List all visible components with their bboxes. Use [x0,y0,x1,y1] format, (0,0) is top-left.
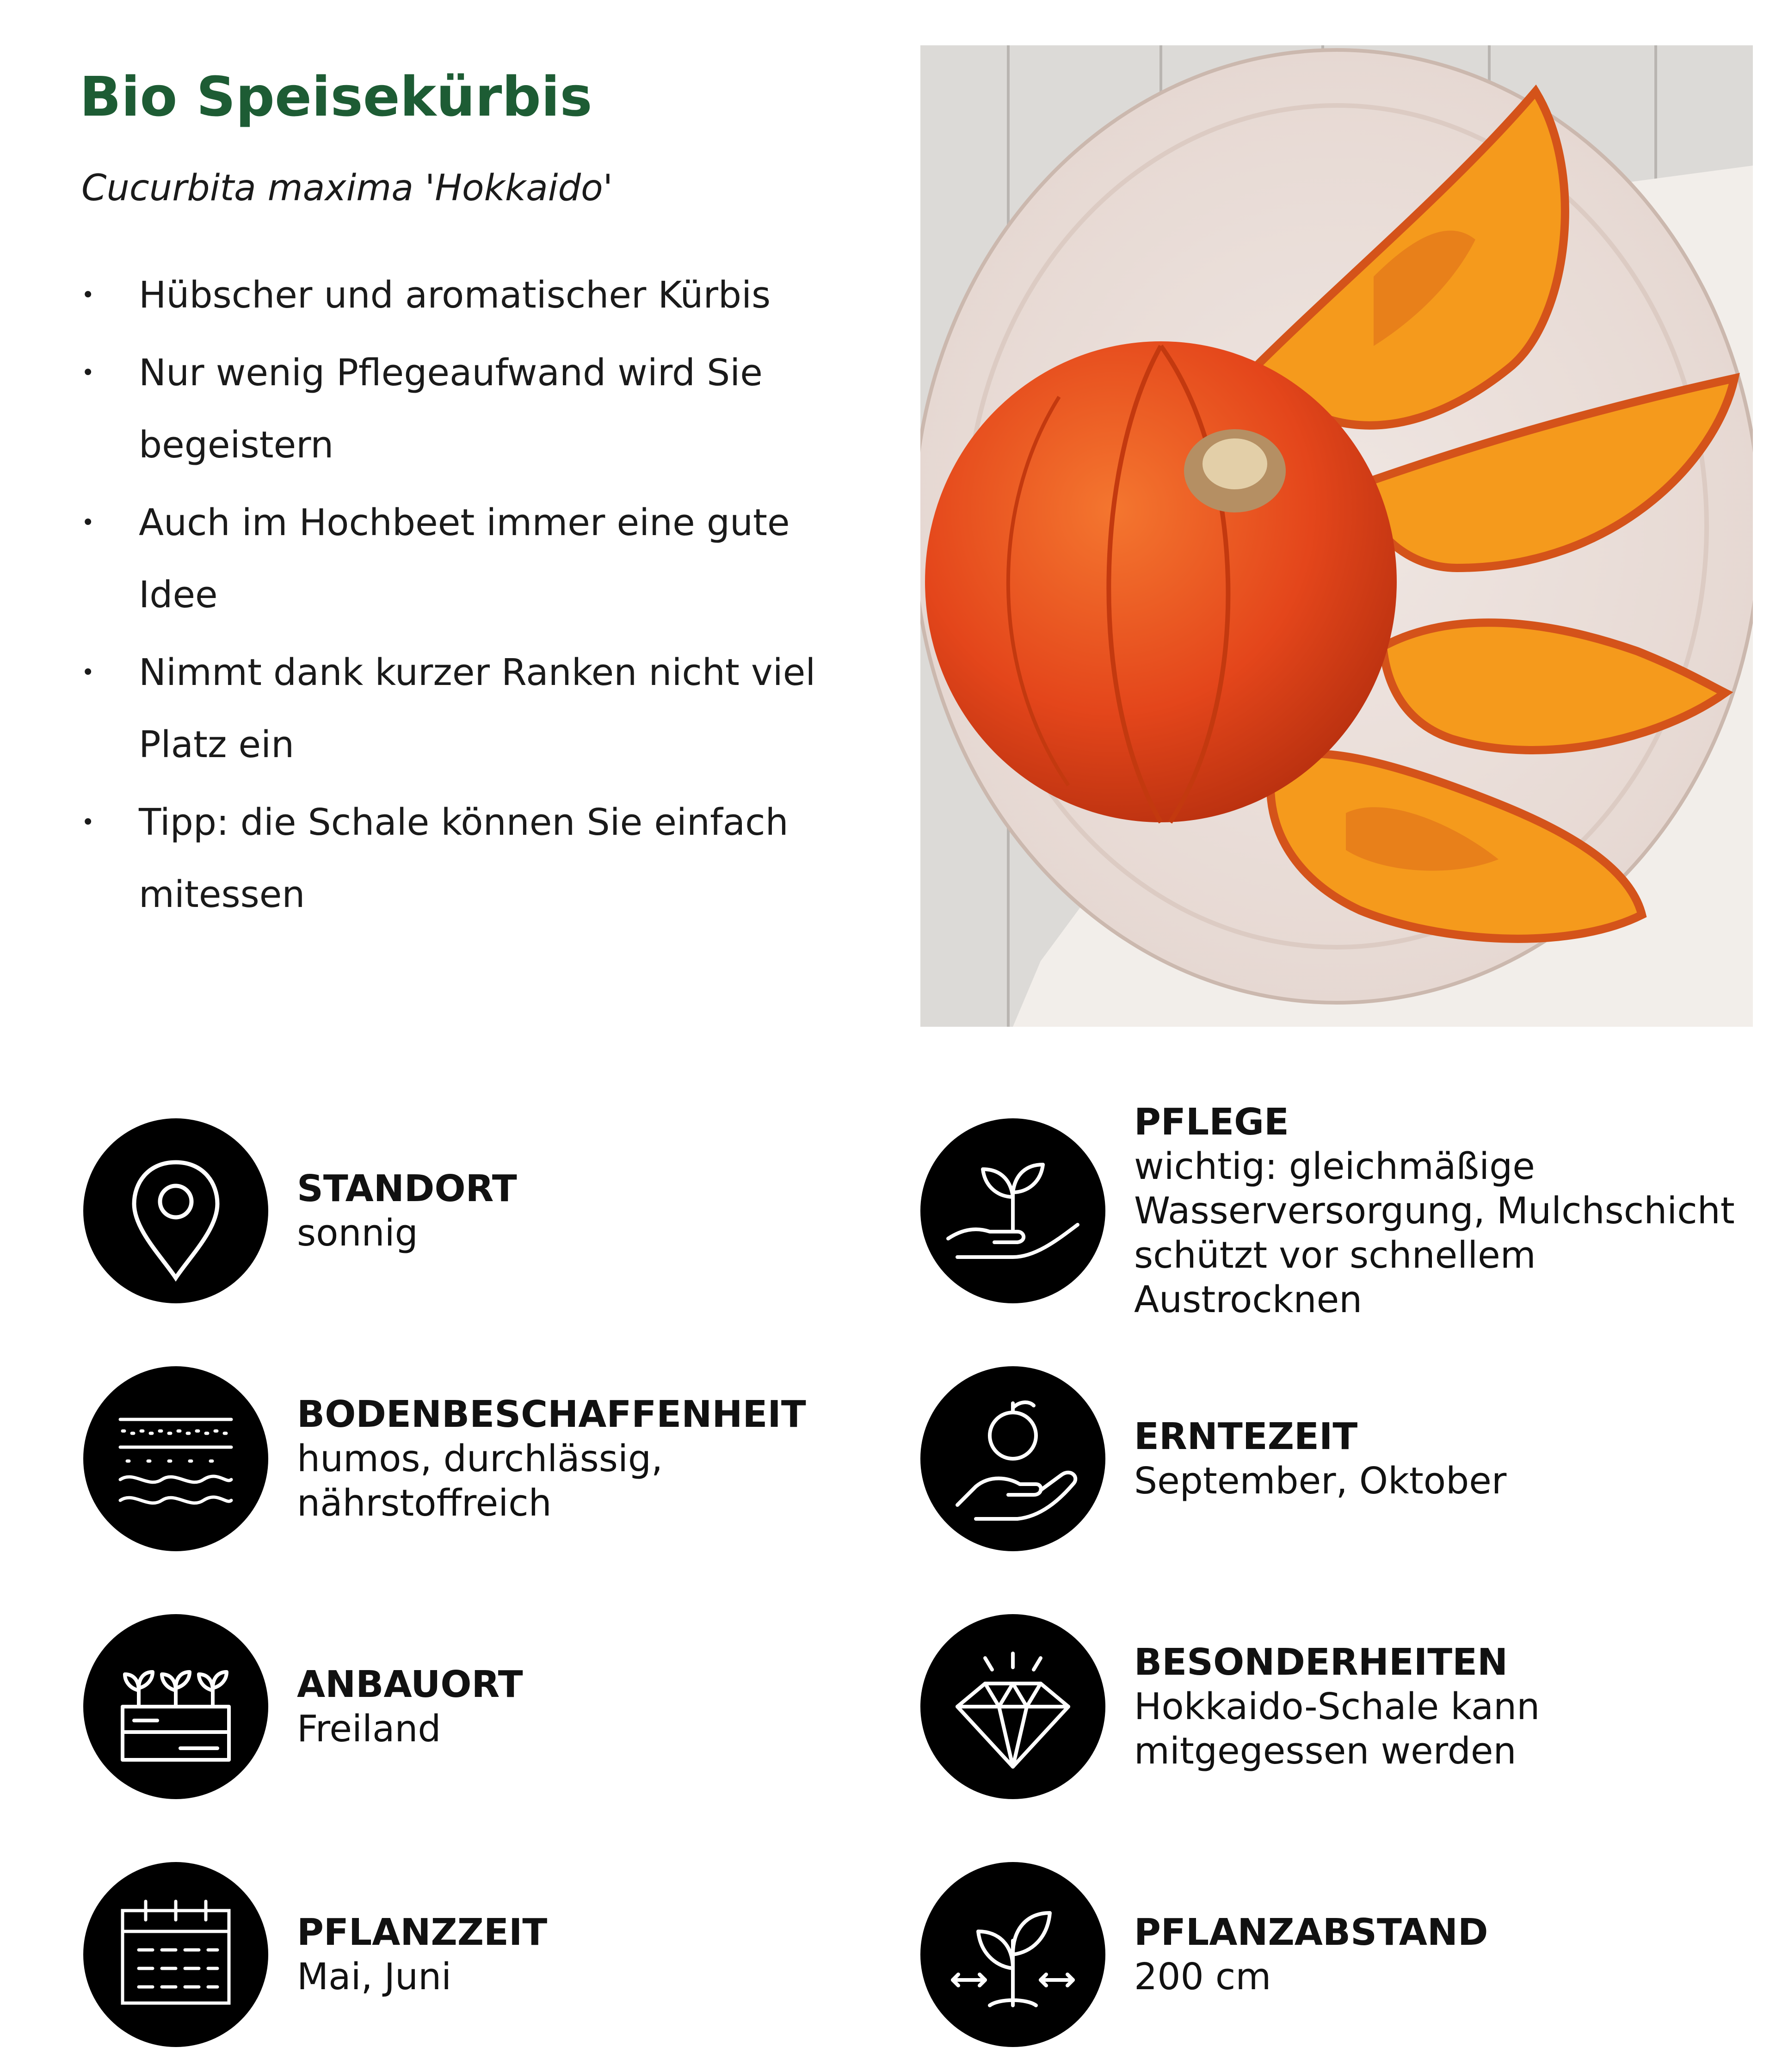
feature-value: 200 cm [1134,1955,1271,1998]
pumpkin-plate-illustration [920,45,1753,1027]
feature-bullet-list [81,259,868,936]
product-photo [920,45,1753,1027]
feature-value: September, Oktober [1134,1460,1507,1502]
list-item: • Nimmt dank kurzer Ranken nicht viel Platz ein [81,636,868,781]
feature-label: ERNTEZEIT [1134,1415,1358,1458]
soil-layers-icon [83,1366,268,1551]
bullet-dot: • [81,510,95,536]
feature-erntezeit [920,1366,1753,1551]
feature-besonderheiten [920,1614,1753,1799]
feature-label: BODENBESCHAFFENHEIT [297,1393,806,1436]
plant-spacing-icon [920,1862,1105,2047]
feature-label: ANBAUORT [297,1663,523,1706]
feature-standort [83,1118,916,1303]
feature-label: PFLEGE [1134,1101,1289,1143]
feature-value: humos, durchlässig, nährstoffreich [297,1437,663,1524]
hand-seedling-icon [920,1118,1105,1303]
list-item: • Tipp: die Schale können Sie einfach mitessen [81,786,868,931]
bullet-dot: • [81,282,95,308]
feature-pflege [920,1101,1753,1321]
list-item: • Hübscher und aromatischer Kürbis [81,259,868,331]
diamond-icon [920,1614,1105,1799]
bullet-dot: • [81,809,95,835]
planter-box-icon [83,1614,268,1799]
feature-value: Mai, Juni [297,1955,452,1998]
feature-anbauort [83,1614,916,1799]
whole-pumpkin [925,341,1397,822]
calendar-icon [83,1862,268,2047]
feature-label: PFLANZABSTAND [1134,1911,1488,1954]
list-item: • Nur wenig Pflegeaufwand wird Sie begeistern [81,337,868,481]
location-pin-icon [83,1118,268,1303]
list-item: • Auch im Hochbeet immer eine gute Idee [81,487,868,631]
feature-value: Hokkaido-Schale kann mitgegessen werden [1134,1685,1540,1772]
feature-label: BESONDERHEITEN [1134,1641,1508,1684]
feature-pflanzabstand [920,1862,1753,2047]
hand-fruit-icon [920,1366,1105,1551]
botanical-name: Cucurbita maxima 'Hokkaido' [81,167,613,209]
feature-value: sonnig [297,1212,418,1254]
feature-label: PFLANZZEIT [297,1911,548,1954]
feature-pflanzzeit [83,1862,916,2047]
product-title: Bio Speisekürbis [80,65,592,129]
feature-label: STANDORT [297,1167,517,1210]
feature-bodenbeschaffenheit [83,1366,916,1551]
feature-value: Freiland [297,1708,441,1750]
feature-value: wichtig: gleichmäßige Wasserversorgung, Mulchschicht schützt vor schnellem Austrocknen [1134,1145,1735,1321]
bullet-dot: • [81,360,95,386]
bullet-dot: • [81,660,95,685]
